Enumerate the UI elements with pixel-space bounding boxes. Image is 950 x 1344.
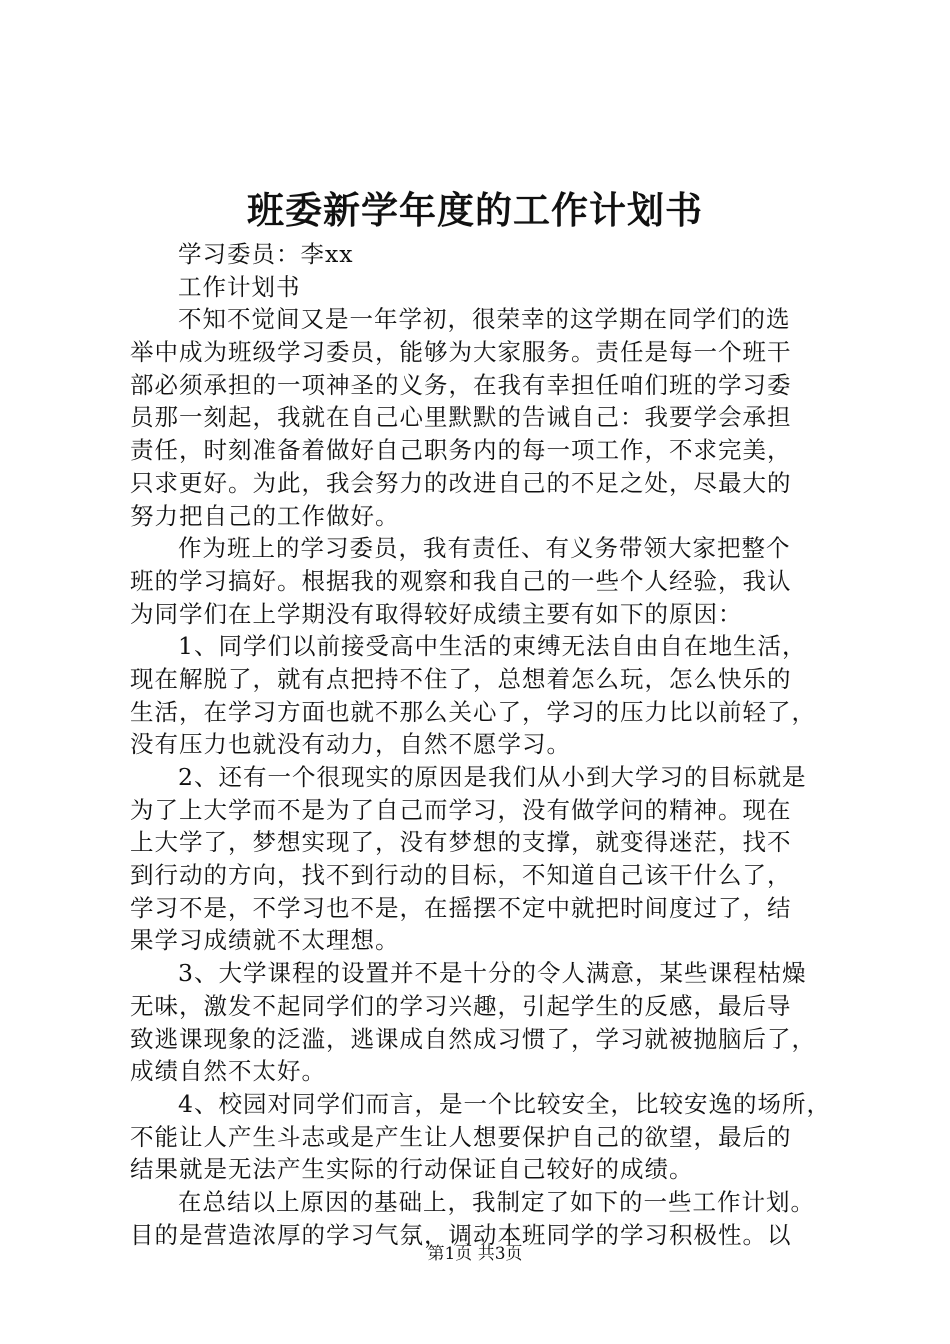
list-item-line: 成绩自然不太好。	[130, 1057, 326, 1086]
list-item-line: 3、大学课程的设置并不是十分的令人满意，某些课程枯燥	[178, 959, 807, 988]
page-footer: 第1页 共3页	[427, 1244, 523, 1264]
author-line: 学习委员：李xx	[178, 240, 354, 268]
paragraph-line: 不知不觉间又是一年学初，很荣幸的这学期在同学们的选	[178, 305, 791, 334]
list-item-line: 致逃课现象的泛滥，逃课成自然成习惯了，学习就被抛脑后了，	[130, 1024, 816, 1053]
list-item-line: 学习不是，不学习也不是，在摇摆不定中就把时间度过了，结	[130, 893, 792, 922]
list-item-line: 结果就是无法产生实际的行动保证自己较好的成绩。	[130, 1155, 694, 1184]
document-title: 班委新学年度的工作计划书	[247, 188, 703, 232]
paragraph-line: 目的是营造浓厚的学习气氛，调动本班同学的学习积极性。以	[130, 1220, 792, 1249]
list-item-line: 现在解脱了，就有点把持不住了，总想着怎么玩，怎么快乐的	[130, 664, 792, 693]
paragraph-line: 责任，时刻准备着做好自己职务内的每一项工作，不求完美，	[130, 436, 792, 465]
paragraph-line: 举中成为班级学习委员，能够为大家服务。责任是每一个班干	[130, 338, 792, 367]
paragraph-line: 在总结以上原因的基础上，我制定了如下的一些工作计划。	[178, 1187, 815, 1216]
list-item-line: 1、同学们以前接受高中生活的束缚无法自由自在地生活，	[178, 632, 807, 661]
list-item-line: 到行动的方向，找不到行动的目标，不知道自己该干什么了，	[130, 861, 792, 890]
paragraph-line: 为同学们在上学期没有取得较好成绩主要有如下的原因：	[130, 599, 743, 628]
paragraph-line: 部必须承担的一项神圣的义务，在我有幸担任咱们班的学习委	[130, 370, 792, 399]
subtitle-line: 工作计划书	[178, 272, 301, 301]
list-item-line: 不能让人产生斗志或是产生让人想要保护自己的欲望，最后的	[130, 1122, 792, 1151]
list-item-line: 无味，激发不起同学们的学习兴趣，引起学生的反感，最后导	[130, 991, 792, 1020]
list-item-line: 2、还有一个很现实的原因是我们从小到大学习的目标就是	[178, 763, 807, 791]
document-body	[130, 238, 850, 1251]
paragraph-line: 努力把自己的工作做好。	[130, 501, 400, 530]
list-item-line: 没有压力也就没有动力，自然不愿学习。	[130, 730, 571, 759]
list-item-line: 上大学了，梦想实现了，没有梦想的支撑，就变得迷茫，找不	[130, 828, 792, 857]
list-item-line: 为了上大学而不是为了自己而学习，没有做学问的精神。现在	[130, 795, 792, 824]
paragraph-line: 作为班上的学习委员，我有责任、有义务带领大家把整个	[178, 534, 791, 563]
list-item-line: 生活，在学习方面也就不那么关心了，学习的压力比以前轻了，	[130, 697, 816, 726]
paragraph-line: 只求更好。为此，我会努力的改进自己的不足之处，尽最大的	[130, 468, 792, 497]
list-item-line: 果学习成绩就不太理想。	[130, 926, 400, 955]
paragraph-line: 班的学习搞好。根据我的观察和我自己的一些个人经验，我认	[130, 566, 792, 595]
list-item-line: 4、校园对同学们而言，是一个比较安全，比较安逸的场所，	[178, 1089, 831, 1118]
paragraph-line: 员那一刻起，我就在自己心里默默的告诫自己：我要学会承担	[130, 403, 792, 432]
